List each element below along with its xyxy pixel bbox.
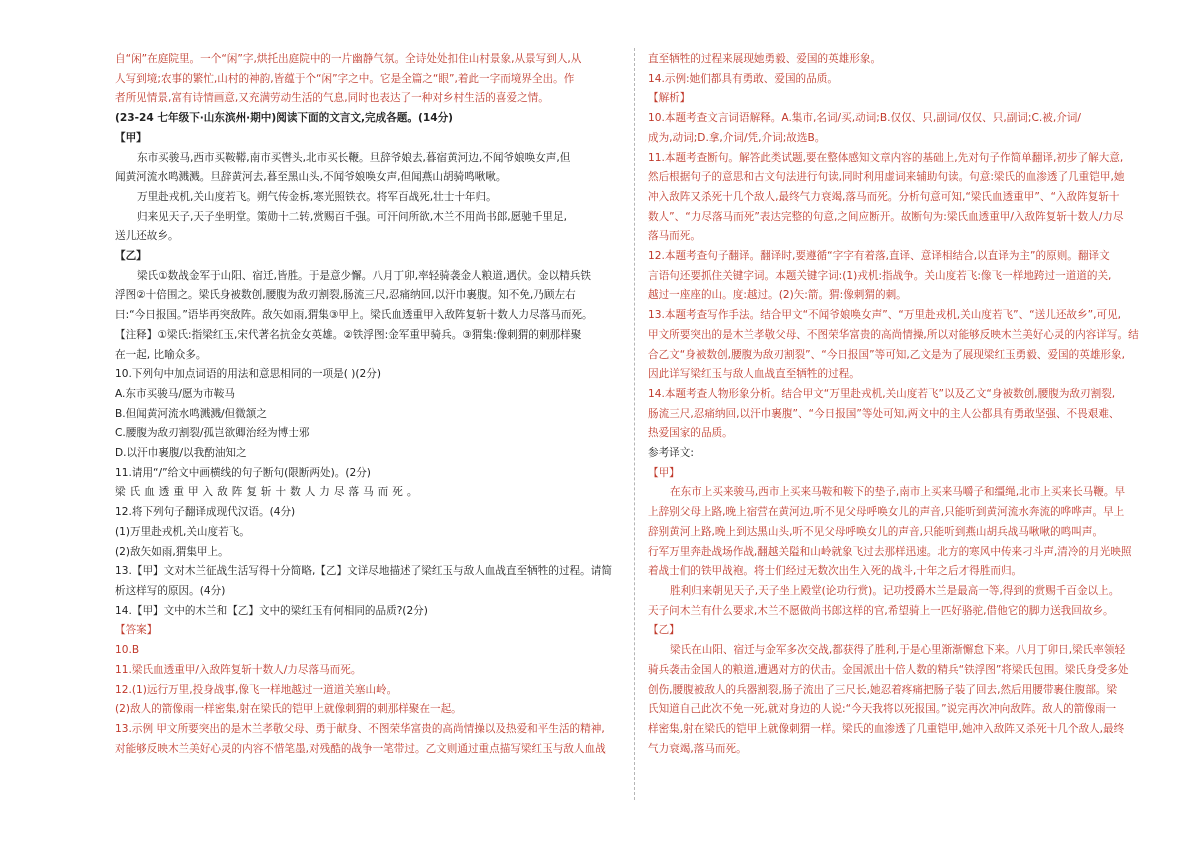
text-line: (23-24 七年级下·山东滨州·期中)阅读下面的文言文,完成各题。(14分)	[115, 112, 453, 125]
text-line: 氏知道自己此次不免一死,就对身边的人说:“今天我将以死报国。”说完再次冲向敌阵。敌人的箭像雨一	[648, 703, 1117, 716]
text-line: (1)万里赴戎机,关山度若飞。	[115, 525, 250, 538]
text-line: 【甲】	[115, 131, 147, 144]
text-line: 10.下列句中加点词语的用法和意思相同的一项是( )(2分)	[115, 368, 381, 381]
text-line: 析这样写的原因。(4分)	[115, 584, 226, 597]
text-line: 自“闲”在庭院里。一个“闲”字,烘托出庭院中的一片幽静气氛。全诗处处扣住山村景象,从景写到人,从	[115, 53, 582, 65]
text-line: 上辞别父母上路,晚上宿营在黄河边,听不见父母呼唤女儿的声音,只能听到黄河流水奔流的哗哗声。早上	[648, 506, 1125, 519]
text-line: 肠流三尺,忍痛纳回,以汗巾裹腹”、“今日报国”等处可知,两文中的主人公都具有勇敢坚强、不畏艰难、	[648, 407, 1120, 420]
text-line: 直至牺牲的过程来展现她勇毅、爱国的英雄形象。	[648, 53, 882, 65]
text-line: 浮图②十倍围之。梁氏身被数创,腰腹为敌刃割裂,肠流三尺,忍痛纳回,以汗巾裹腹。知不免,乃顾左右	[115, 289, 576, 302]
text-line: 梁氏在山阳、宿迁与金军多次交战,都获得了胜利,于是心里渐渐懈怠下来。八月丁卯日,梁氏率领轻	[670, 644, 1126, 657]
text-line: 对能够反映木兰美好心灵的内容不惜笔墨,对残酷的战争一笔带过。乙文则通过重点描写梁红玉与敌人血战	[115, 742, 606, 755]
text-line: 因此详写梁红玉与敌人血战直至牺牲的过程。	[648, 368, 860, 381]
text-line: 【解析】	[648, 92, 691, 105]
text-line: 胜利归来朝见天子,天子坐上殿堂(论功行赏)。记功授爵木兰是最高一等,得到的赏赐千百金以上。	[670, 584, 1120, 597]
text-line: 冲入敌阵又杀死十几个敌人,最终气力衰竭,落马而死。分析句意可知,“梁氏血透重甲”、“入敌阵复斩十	[648, 190, 1120, 203]
text-line: 参考译文:	[648, 447, 694, 460]
text-line: C.腰腹为敌刃割裂/孤岂欲卿治经为博士邪	[115, 427, 310, 440]
text-line: (2)敌人的箭像雨一样密集,射在梁氏的铠甲上就像刺猬的刺那样聚在一起。	[115, 703, 462, 716]
text-line: 12.(1)远行万里,投身战事,像飞一样地越过一道道关塞山岭。	[115, 683, 398, 696]
text-line: A.东市买骏马/愿为市鞍马	[115, 387, 235, 400]
text-line: 热爱国家的品质。	[648, 427, 733, 440]
text-line: 甲文所要突出的是木兰孝敬父母、不图荣华富贵的高尚情操,所以对能够反映木兰美好心灵的内容详写。结	[648, 328, 1139, 341]
text-line: 然后根据句子的意思和古文句法进行句读,同时利用虚词来辅助句读。句意:梁氏的血渗透了几重铠甲,她	[648, 171, 1125, 184]
text-line: 样密集,射在梁氏的铠甲上就像刺猬一样。梁氏的血渗透了几重铠甲,她冲入敌阵又杀死十几个敌人,最终	[648, 722, 1125, 735]
text-line: 送儿还故乡。	[115, 230, 179, 243]
text-line: 人写到境;农事的繁忙,山村的神韵,皆蕴于个“闲”字之中。它是全篇之“眼”,着此一字而境界全出。作	[115, 72, 575, 85]
text-line: 着战士们的铁甲战袍。将士们经过无数次出生入死的战斗,十年之后才得胜而归。	[648, 565, 1023, 578]
text-line: 梁氏血透重甲入敌阵复斩十数人力尽落马而死。	[115, 486, 422, 499]
text-line: 东市买骏马,西市买鞍鞯,南市买辔头,北市买长鞭。旦辞爷娘去,暮宿黄河边,不闻爷娘唤女声,但	[137, 151, 571, 164]
text-line: 曰:“今日报国。”语毕再突敌阵。敌矢如雨,猬集③甲上。梁氏血透重甲入敌阵复斩十数人力尽落马而死。	[115, 309, 593, 322]
text-line: 成为,动词;D.拿,介词/凭,介词;故选B。	[648, 131, 826, 144]
left-column	[115, 50, 638, 759]
text-line: 在东市上买来骏马,西市上买来马鞍和鞍下的垫子,南市上买来马嚼子和缰绳,北市上买来长马鞭。早	[670, 486, 1126, 499]
text-line: 气力衰竭,落马而死。	[648, 742, 747, 755]
text-line: D.以汗巾裹腹/以我酌油知之	[115, 447, 247, 460]
text-line: 11.本题考查断句。解答此类试题,要在整体感知文章内容的基础上,先对句子作简单翻译,初步了解大意,	[648, 151, 1124, 164]
text-line: 10.本题考查文言词语解释。A.集市,名词/买,动词;B.仅仅、只,副词/仅仅、只,副词;C.被,介词/	[648, 112, 1081, 125]
text-line: 辞别黄河上路,晚上到达黑山头,听不见父母呼唤女儿的声音,只能听到燕山胡兵战马啾啾的鸣叫声。	[648, 525, 1104, 538]
text-line: 10.B	[115, 644, 140, 657]
text-line: 骑兵袭击金国人的粮道,遭遇对方的伏击。金国派出十倍人数的精兵“铁浮图”将梁氏包围。梁氏身受多处	[648, 663, 1129, 676]
text-line: 归来见天子,天子坐明堂。策勋十二转,赏赐百千强。可汗问所欲,木兰不用尚书郎,愿驰千里足,	[137, 210, 567, 223]
right-column	[648, 50, 1171, 759]
text-line: (2)敌矢如雨,猬集甲上。	[115, 545, 229, 558]
text-line: 14.【甲】文中的木兰和【乙】文中的梁红玉有何相同的品质?(2分)	[115, 604, 428, 617]
text-line: 在一起, 比喻众多。	[115, 348, 207, 361]
text-line: 14.示例:她们都具有勇敢、爱国的品质。	[648, 72, 838, 85]
text-line: 梁氏①数战金军于山阳、宿迁,皆胜。于是意少懈。八月丁卯,率轻骑袭金人粮道,遇伏。金以精兵铁	[137, 269, 591, 282]
text-line: 11.梁氏血透重甲/入敌阵复斩十数人/力尽落马而死。	[115, 663, 362, 676]
text-line: 【乙】	[648, 624, 680, 637]
text-line: 落马而死。	[648, 230, 701, 243]
text-line: 12.本题考查句子翻译。翻译时,要遵循“字字有着落,直译、意译相结合,以直译为主”的原则。翻译文	[648, 250, 1110, 263]
text-line: 言语句还要抓住关键字词。本题关键字词:(1)戎机:指战争。关山度若飞:像飞一样地跨过一道道的关,	[648, 269, 1112, 282]
text-line: 闻黄河流水鸣溅溅。旦辞黄河去,暮至黑山头,不闻爷娘唤女声,但闻燕山胡骑鸣啾啾。	[115, 171, 507, 184]
text-line: 越过一座座的山。度:越过。(2)矢:箭。猬:像刺猬的刺。	[648, 289, 907, 302]
text-line: 12.将下列句子翻译成现代汉语。(4分)	[115, 506, 296, 519]
text-line: 【答案】	[115, 624, 158, 637]
text-line: 行军万里奔赴战场作战,翻越关隘和山岭就象飞过去那样迅速。北方的寒风中传来刁斗声,清冷的月光映照	[648, 545, 1132, 558]
text-line: 天子问木兰有什么要求,木兰不愿做尚书郎这样的官,希望骑上一匹好骆驼,借他它的脚力送我回故乡。	[648, 604, 1114, 617]
text-line: 13.本题考查写作手法。结合甲文“不闻爷娘唤女声”、“万里赴戎机,关山度若飞”、“送儿还故乡”,可见,	[648, 309, 1122, 322]
text-line: 创伤,腰腹被敌人的兵器割裂,肠子流出了三尺长,她忍着疼痛把肠子装了回去,然后用腰带裹住腹部。梁	[648, 683, 1117, 696]
text-line: 【注释】①梁氏:指梁红玉,宋代著名抗金女英雄。②铁浮图:金军重甲骑兵。③猬集:像刺猬的刺那样聚	[115, 328, 582, 341]
text-line: 数人”、“力尽落马而死”表达完整的句意,之间应断开。故断句为:梁氏血透重甲/入敌阵复斩十数人/力尽	[648, 210, 1124, 223]
text-line: B.但闻黄河流水鸣溅溅/但微颔之	[115, 407, 267, 420]
text-line: 14.本题考查人物形象分析。结合甲文“万里赴戎机,关山度若飞”以及乙文“身被数创,腰腹为敌刃割裂,	[648, 387, 1116, 400]
text-line: 13.示例 甲文所要突出的是木兰孝敬父母、勇于献身、不图荣华富贵的高尚情操以及热爱和平生活的精神,	[115, 722, 605, 735]
text-line: 合乙文“身被数创,腰腹为敌刃割裂”、“今日报国”等可知,乙文是为了展现梁红玉勇毅、爱国的英雄形象,	[648, 348, 1125, 361]
text-line: 【甲】	[648, 466, 680, 479]
text-line: 万里赴戎机,关山度若飞。朔气传金柝,寒光照铁衣。将军百战死,壮士十年归。	[137, 190, 497, 203]
text-line: 11.请用“/”给文中画横线的句子断句(限断两处)。(2分)	[115, 466, 371, 479]
text-line: 【乙】	[115, 250, 147, 263]
text-line: 者所见情景,富有诗情画意,又充满劳动生活的气息,同时也表达了一种对乡村生活的喜爱之情。	[115, 92, 549, 105]
text-line: 13.【甲】文对木兰征战生活写得十分简略,【乙】文详尽地描述了梁红玉与敌人血战直至牺牲的过程。请简	[115, 565, 612, 578]
